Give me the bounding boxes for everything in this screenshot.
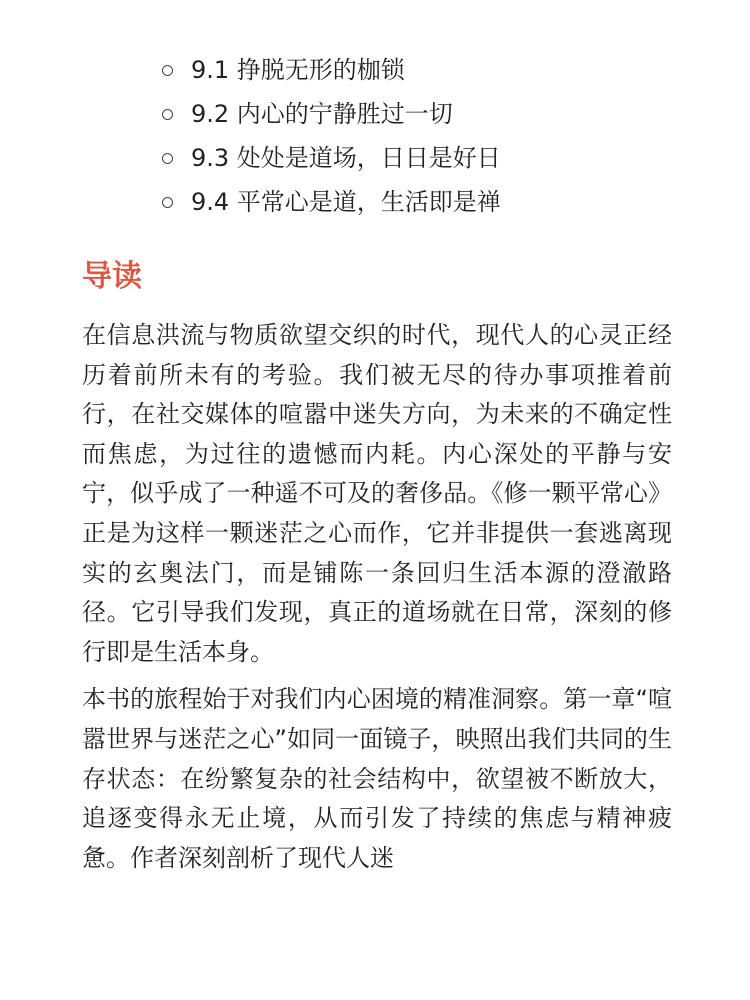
toc-item[interactable] (162, 136, 672, 180)
document-page (82, 48, 672, 886)
toc-item-label: 9.2 内心的宁静胜过一切 (191, 100, 453, 128)
table-of-contents (162, 48, 672, 224)
hollow-circle-bullet-icon (162, 65, 173, 76)
section-heading: 导读 (82, 259, 142, 294)
body-paragraph: 在信息洪流与物质欲望交织的时代，现代人的心灵正经历着前所未有的考验。我们被无尽的待办事项推着前行，在社交媒体的喧嚣中迷失方向，为未来的不确定性而焦虑，为过往的遗憾而内耗。内心深处的平静与安宁，似乎成了一种遥不可及的奢侈品。《修一颗平常心》正是为这样一颗迷茫之心而作，它并非提供一套逃离现实的玄奥法门，而是铺陈一条回归生活本源的澄澈路径。它引导我们发现，真正的道场就在日常，深刻的修行即是生活本身。 (82, 321, 672, 666)
toc-item[interactable] (162, 48, 672, 92)
hollow-circle-bullet-icon (162, 153, 173, 164)
toc-item-label: 9.3 处处是道场，日日是好日 (191, 144, 501, 172)
toc-item[interactable] (162, 180, 672, 224)
hollow-circle-bullet-icon (162, 197, 173, 208)
toc-item-label: 9.4 平常心是道，生活即是禅 (191, 188, 501, 216)
body-paragraph: 本书的旅程始于对我们内心困境的精准洞察。第一章“喧嚣世界与迷茫之心”如同一面镜子，映照出我们共同的生存状态：在纷繁复杂的社会结构中，欲望被不断放大，追逐变得永无止境，从而引发了持续的焦虑与精神疲惫。作者深刻剖析了现代人迷 (82, 685, 672, 872)
toc-item-label: 9.1 挣脱无形的枷锁 (191, 56, 405, 84)
hollow-circle-bullet-icon (162, 109, 173, 120)
toc-item[interactable] (162, 92, 672, 136)
